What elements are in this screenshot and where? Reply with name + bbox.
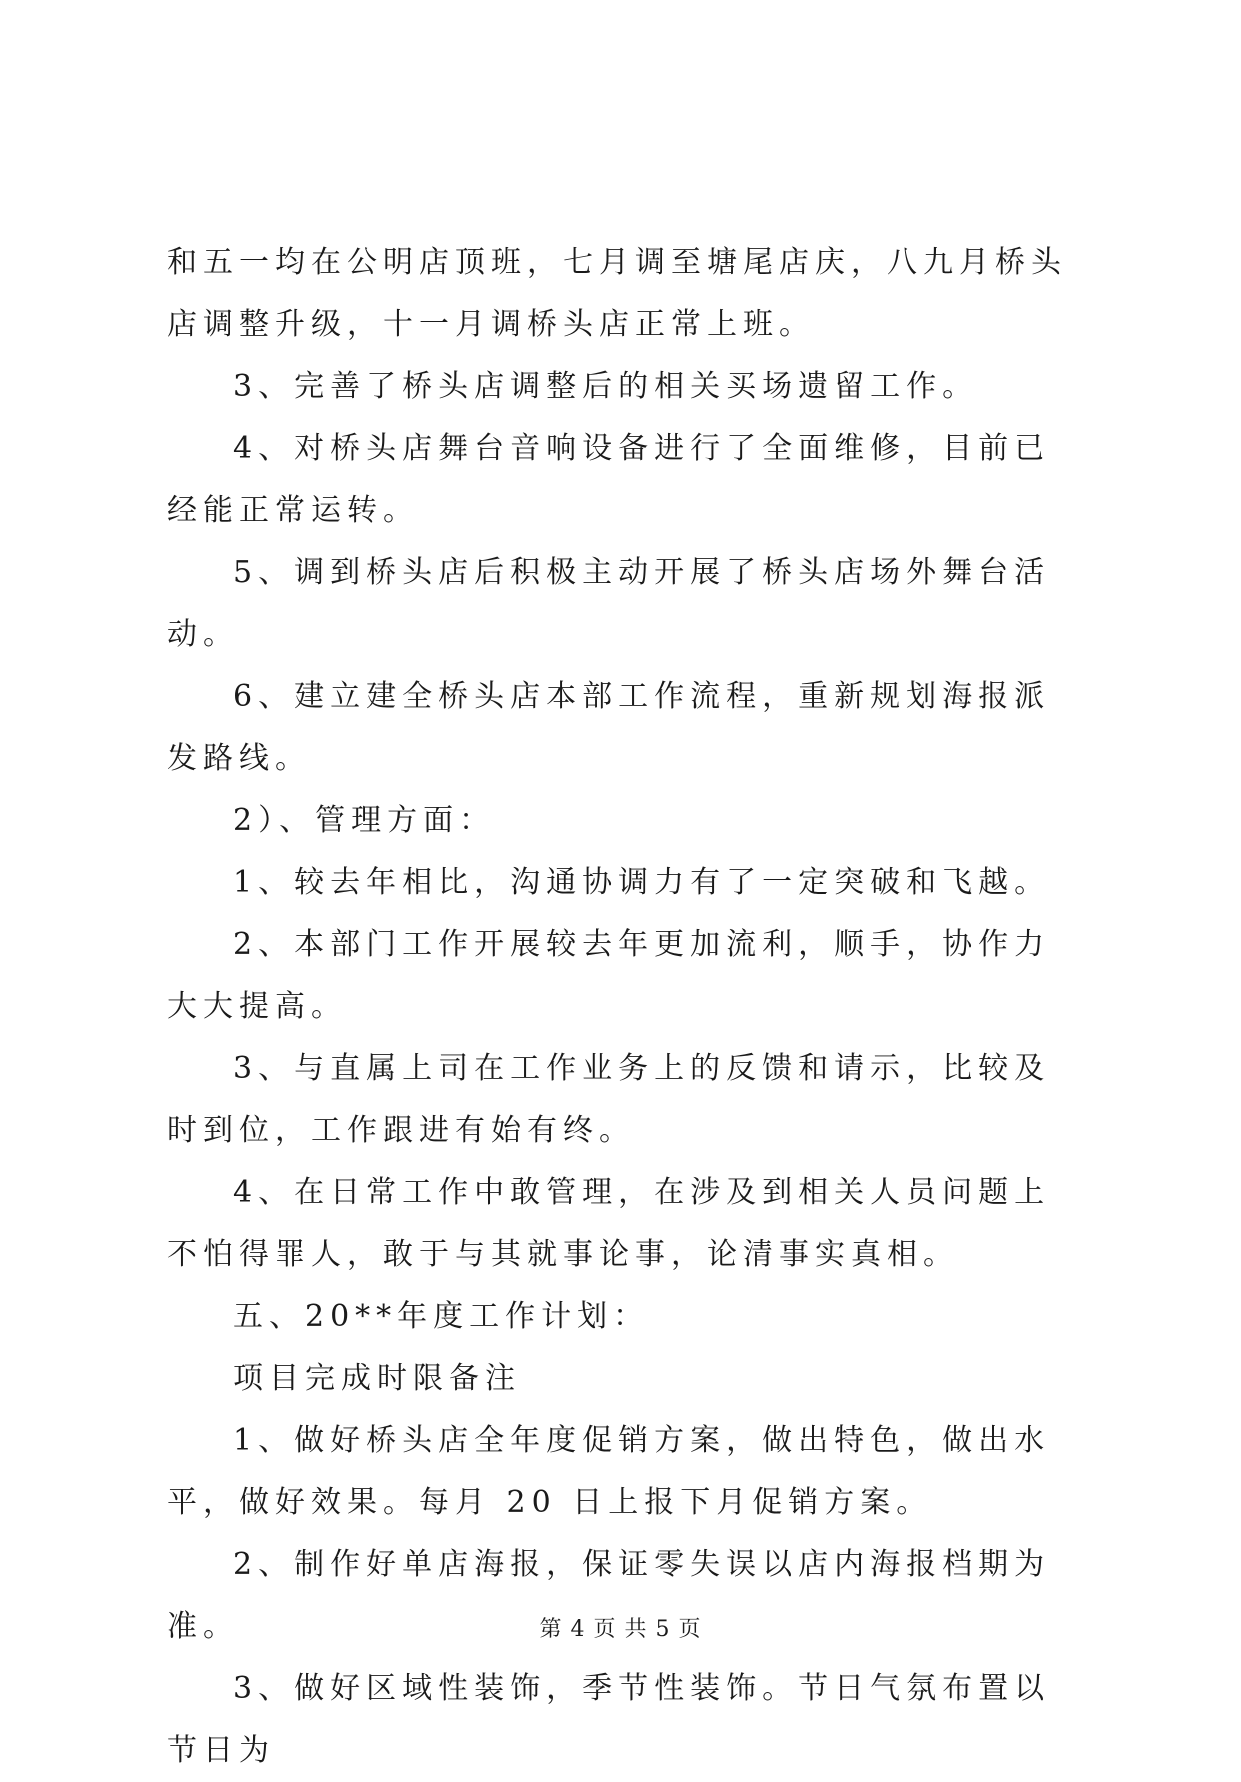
paragraph-item-6-workflow: 6、建立建全桥头店本部工作流程，重新规划海报派发路线。 — [167, 679, 1051, 776]
section-heading-work-plan: 五、20**年度工作计划： — [233, 1299, 650, 1334]
paragraph-plan-item-3: 3、做好区域性装饰，季节性装饰。节日气氛布置以节日为 — [167, 1671, 1051, 1768]
paragraph-item-3-aftercare: 3、完善了桥头店调整后的相关买场遗留工作。 — [233, 369, 979, 404]
paragraph-mgmt-item-3: 3、与直属上司在工作业务上的反馈和请示，比较及时到位，工作跟进有始有终。 — [167, 1051, 1051, 1148]
paragraph-mgmt-item-4: 4、在日常工作中敢管理，在涉及到相关人员问题上不怕得罪人，敢于与其就事论事，论清事实真相。 — [167, 1175, 1051, 1272]
paragraph-plan-item-1: 1、做好桥头店全年度促销方案，做出特色，做出水平，做好效果。每月 20 日上报下月促销方案。 — [167, 1423, 1051, 1520]
paragraph-mgmt-item-2: 2、本部门工作开展较去年更加流利，顺手，协作力大大提高。 — [167, 927, 1051, 1024]
document-body — [167, 232, 1079, 1782]
paragraph-plan-item-2: 2、制作好单店海报，保证零失误以店内海报档期为准。 — [167, 1547, 1051, 1644]
page-footer: 第 4 页 共 5 页 — [539, 1617, 702, 1642]
paragraph-continuation: 和五一均在公明店顶班，七月调至塘尾店庆，八九月桥头店调整升级，十一月调桥头店正常上班。 — [167, 245, 1067, 342]
plan-table-header: 项目完成时限备注 — [233, 1361, 521, 1396]
paragraph-item-4-stage-audio: 4、对桥头店舞台音响设备进行了全面维修，目前已经能正常运转。 — [167, 431, 1051, 528]
section-heading-management: 2）、管理方面： — [233, 803, 496, 838]
paragraph-mgmt-item-1: 1、较去年相比，沟通协调力有了一定突破和飞越。 — [233, 865, 1051, 900]
paragraph-item-5-outdoor-stage: 5、调到桥头店后积极主动开展了桥头店场外舞台活动。 — [167, 555, 1051, 652]
